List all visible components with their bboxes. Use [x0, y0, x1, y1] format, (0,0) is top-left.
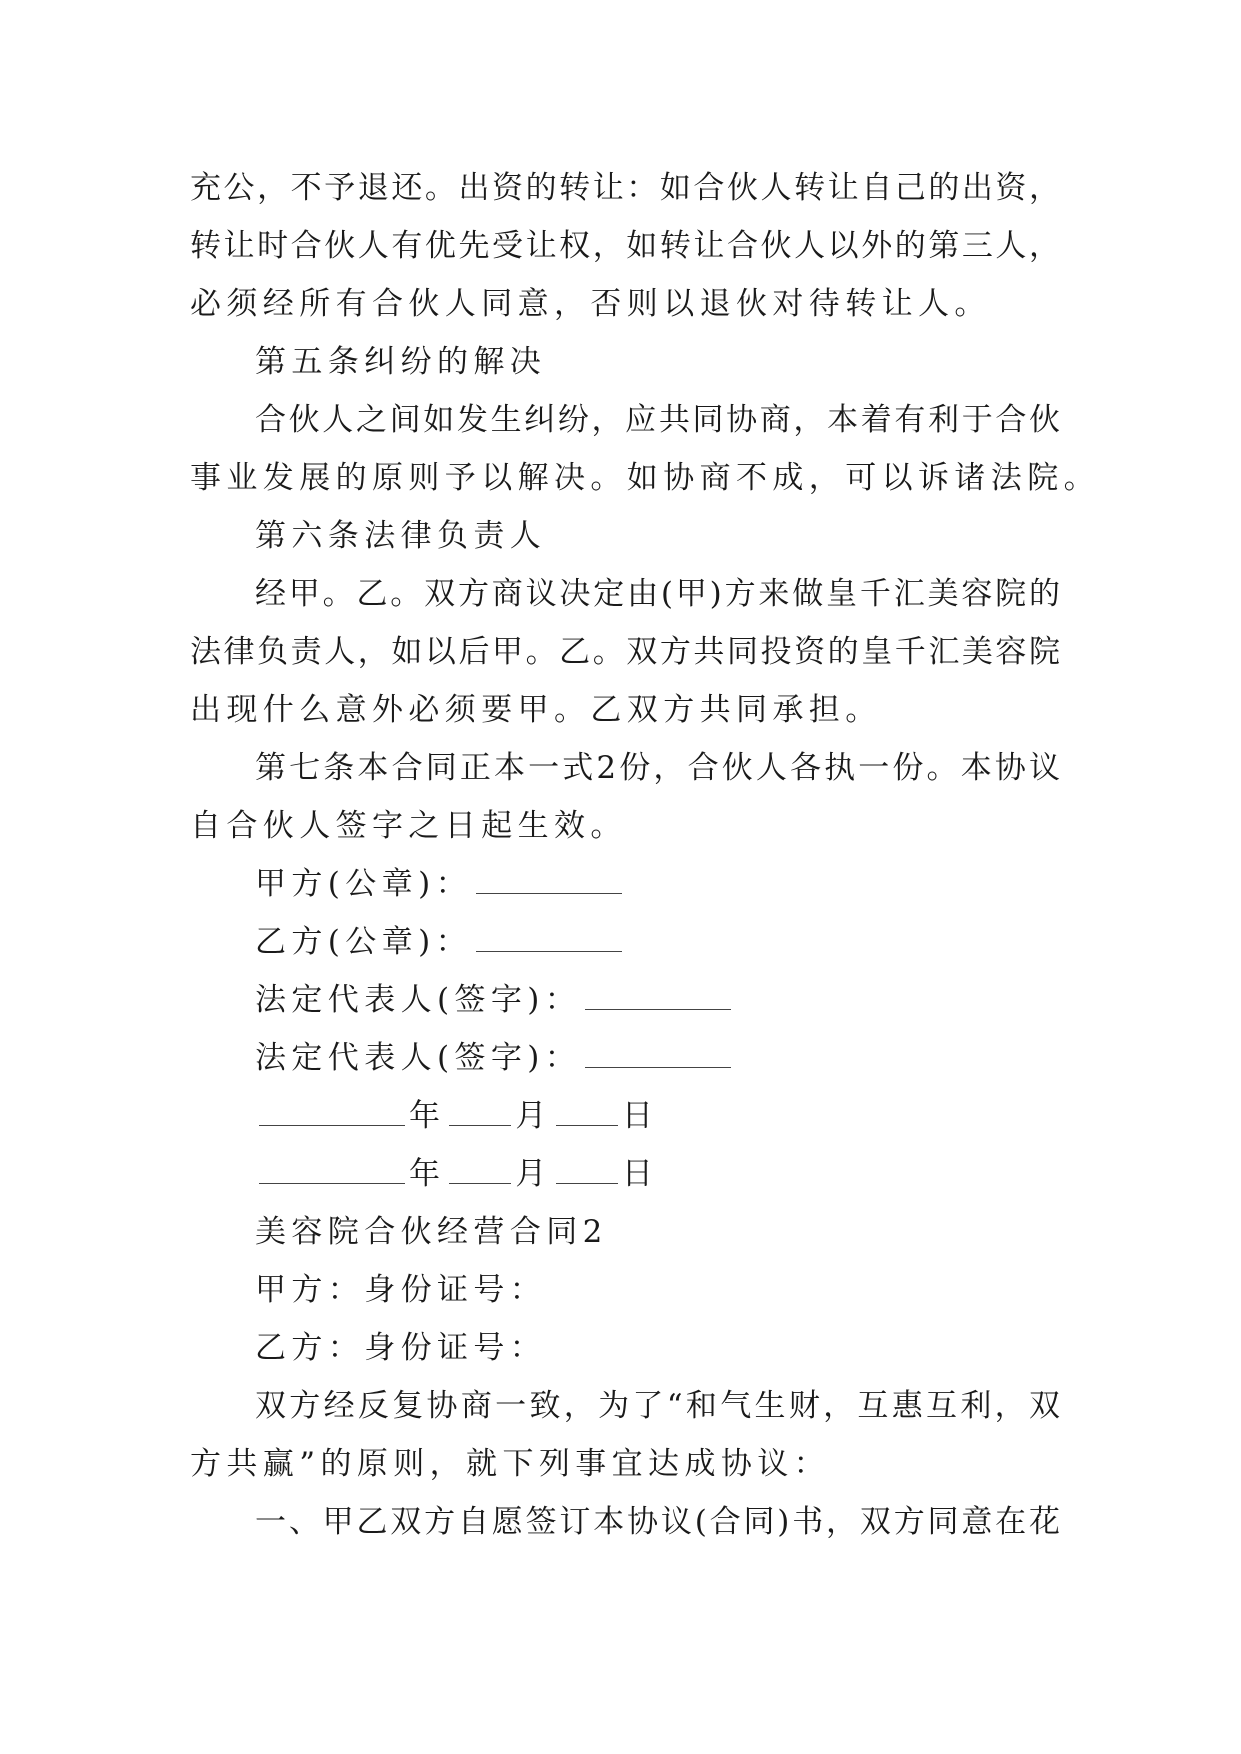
month-label: 月: [515, 1156, 552, 1192]
text-line: 转让时合伙人有优先受让权，如转让合伙人以外的第三人，: [190, 228, 1060, 264]
text-line: 经甲。乙。双方商议决定由(甲)方来做皇千汇美容院的: [255, 576, 1060, 612]
text-line: 方共赢”的原则，就下列事宜达成协议：: [190, 1446, 831, 1482]
day-label: 日: [621, 1098, 659, 1134]
month-blank: [449, 1101, 511, 1126]
month-label: 月: [515, 1098, 552, 1134]
signature-blank: [476, 927, 622, 952]
party-a-id-line: 甲方：身份证号：: [255, 1272, 547, 1308]
signature-label: 乙方(公章)：: [255, 924, 472, 960]
signature-label: 甲方(公章)：: [255, 866, 472, 902]
signature-line-legal-rep-1: [190, 971, 1060, 1029]
text-line: 一、甲乙双方自愿签订本协议(合同)书，双方同意在花: [255, 1504, 1060, 1540]
year-blank: [259, 1101, 405, 1126]
signature-label: 法定代表人(签字)：: [255, 1040, 582, 1076]
text-line: 合伙人之间如发生纠纷，应共同协商，本着有利于合伙: [255, 402, 1060, 438]
date-line: [190, 1087, 1060, 1145]
date-line: [190, 1145, 1060, 1203]
text-line: 事业发展的原则予以解决。如协商不成，可以诉诸法院。: [190, 460, 1100, 496]
text-line: 法律负责人，如以后甲。乙。双方共同投资的皇千汇美容院: [190, 634, 1060, 670]
month-blank: [449, 1159, 511, 1184]
signature-line-legal-rep-2: [190, 1029, 1060, 1087]
year-blank: [259, 1159, 405, 1184]
day-label: 日: [621, 1156, 659, 1192]
day-blank: [556, 1101, 618, 1126]
signature-blank: [585, 1043, 731, 1068]
text-line: 双方经反复协商一致，为了“和气生财，互惠互利，双: [255, 1388, 1060, 1424]
signature-line-party-a: [190, 855, 1060, 913]
text-line: 自合伙人签字之日起生效。: [190, 808, 627, 844]
signature-line-party-b: [190, 913, 1060, 971]
party-b-id-line: 乙方：身份证号：: [255, 1330, 547, 1366]
document-page: [190, 159, 1100, 1551]
year-label: 年: [409, 1098, 446, 1134]
signature-blank: [476, 869, 622, 894]
signature-label: 法定代表人(签字)：: [255, 982, 582, 1018]
text-line: 出现什么意外必须要甲。乙双方共同承担。: [190, 692, 882, 728]
text-line: 必须经所有合伙人同意，否则以退伙对待转让人。: [190, 286, 991, 322]
signature-blank: [585, 985, 731, 1010]
text-line: 充公，不予退还。出资的转让：如合伙人转让自己的出资，: [190, 170, 1060, 206]
text-line: 第七条本合同正本一式2份，合伙人各执一份。本协议: [255, 750, 1060, 786]
contract-title: 美容院合伙经营合同2: [255, 1214, 608, 1250]
section-heading: 第五条纠纷的解决: [255, 344, 547, 380]
section-heading: 第六条法律负责人: [255, 518, 547, 554]
year-label: 年: [409, 1156, 446, 1192]
day-blank: [556, 1159, 618, 1184]
